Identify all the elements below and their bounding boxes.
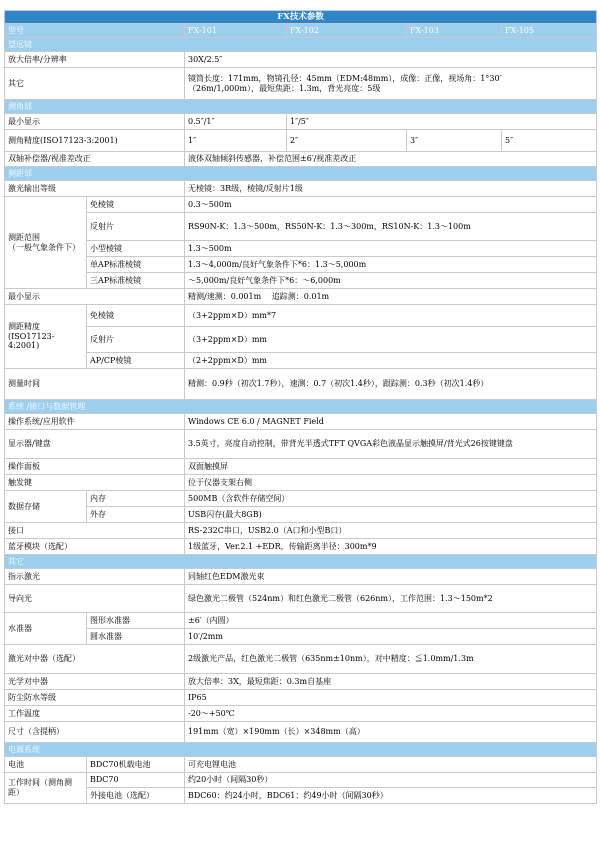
model-header-label: 型号	[5, 24, 185, 38]
spec-label: 其它	[5, 68, 185, 100]
spec-label: 测量时间	[5, 369, 185, 400]
section-other: 其它	[5, 555, 597, 569]
spec-value: 1.3～500m	[185, 241, 597, 257]
table-row	[5, 197, 597, 213]
spec-value-line: （26m/1,000m），最短焦距：1.3m，背光亮度：5级	[188, 83, 381, 93]
spec-value-line: 镜筒长度：171mm，物镜孔径：45mm（EDM:48mm），成像：正像，视场角：1°30′	[188, 73, 502, 83]
spec-sublabel: 免棱镜	[87, 197, 185, 213]
spec-sublabel: 三AP标准棱镜	[87, 273, 185, 289]
table-row	[5, 305, 597, 327]
spec-label: 防尘防水等级	[5, 690, 185, 706]
table-row	[5, 241, 597, 257]
table-row	[5, 757, 597, 773]
spec-sublabel: 小型棱镜	[87, 241, 185, 257]
spec-table	[4, 10, 597, 804]
spec-sublabel: 反射片	[87, 213, 185, 241]
spec-value: 1级蓝牙，Ver.2.1 +EDR，传输距离半径：300m*9	[185, 539, 597, 555]
spec-label: 光学对中器	[5, 674, 185, 690]
spec-sublabel: BDC70	[87, 773, 185, 788]
spec-label: 数据存储	[5, 491, 87, 523]
table-row	[5, 706, 597, 722]
spec-value: RS-232C串口，USB2.0（A口和小型B口）	[185, 523, 597, 539]
spec-sublabel: 反射片	[87, 327, 185, 353]
spec-value: 精测/速测：0.001m 追踪测：0.01m	[185, 289, 597, 305]
spec-label: 尺寸（含提柄）	[5, 722, 185, 743]
spec-sublabel: 内存	[87, 491, 185, 507]
spec-value: 可充电锂电池	[185, 757, 597, 773]
table-row	[5, 414, 597, 430]
section-system: 系统 /接口与数据管理	[5, 400, 597, 414]
model-fx-101: FX-101	[185, 24, 287, 38]
section-row	[5, 38, 597, 52]
spec-value: 1″	[185, 130, 287, 152]
spec-label-line: 测距精度	[8, 321, 40, 331]
section-row	[5, 743, 597, 757]
table-row	[5, 491, 597, 507]
section-row	[5, 555, 597, 569]
spec-sublabel: 图形水准器	[87, 613, 185, 629]
spec-value: 精测：0.9秒（初次1.7秒），速测：0.7（初次1.4秒），跟踪测：0.3秒（初次1.4秒）	[185, 369, 597, 400]
spec-value: BDC60：约24小时，BDC61：约49小时（间隔30秒）	[185, 788, 597, 804]
spec-label: 双轴补偿器/视准差改正	[5, 152, 185, 167]
table-row	[5, 773, 597, 788]
spec-value: 2″	[287, 130, 407, 152]
table-row	[5, 430, 597, 459]
spec-label-line: 测距范围	[8, 232, 40, 242]
table-row	[5, 273, 597, 289]
spec-sublabel: 外接电池（选配）	[87, 788, 185, 804]
spec-value: 2级激光产品，红色激光二极管（635nm±10nm），对中精度：≦1.0mm/1.3m	[185, 645, 597, 674]
spec-label: 激光输出等级	[5, 181, 185, 197]
model-fx-103: FX-103	[407, 24, 502, 38]
spec-label: 测角精度(ISO17123-3:2001)	[5, 130, 185, 152]
spec-label: 电池	[5, 757, 87, 773]
table-row	[5, 629, 597, 645]
spec-label: 操作系统/应用软件	[5, 414, 185, 430]
table-row	[5, 613, 597, 629]
spec-label: 触发键	[5, 475, 185, 491]
table-row	[5, 152, 597, 167]
spec-sublabel: 免棱镜	[87, 305, 185, 327]
spec-sublabel: 外存	[87, 507, 185, 523]
spec-value: 同轴红色EDM激光束	[185, 569, 597, 585]
spec-value: 液体双轴倾斜传感器，补偿范围±6′/视准差改正	[185, 152, 597, 167]
model-fx-102: FX-102	[287, 24, 407, 38]
spec-value: 191mm（宽）×190mm（长）×348mm（高）	[185, 722, 597, 743]
spec-value: ～5,000m/良好气象条件下*6：～6,000m	[185, 273, 597, 289]
spec-label	[5, 305, 87, 369]
table-row	[5, 68, 597, 100]
table-row	[5, 459, 597, 475]
spec-value: 放大倍率：3X，最短焦距：0.3m自基座	[185, 674, 597, 690]
section-angle: 测角部	[5, 100, 597, 114]
spec-value: （3+2ppm×D）mm	[185, 327, 597, 353]
spec-value: 10′/2mm	[185, 629, 597, 645]
spec-sublabel: BDC70机载电池	[87, 757, 185, 773]
section-row	[5, 167, 597, 181]
table-row	[5, 257, 597, 273]
table-row	[5, 722, 597, 743]
spec-label: 接口	[5, 523, 185, 539]
table-row	[5, 569, 597, 585]
spec-label: 导向光	[5, 585, 185, 613]
section-power: 电源系统	[5, 743, 597, 757]
spec-value: （3+2ppm×D）mm*7	[185, 305, 597, 327]
table-row	[5, 523, 597, 539]
spec-value: 3″	[407, 130, 502, 152]
table-row	[5, 507, 597, 523]
spec-label: 蓝牙模块（选配）	[5, 539, 185, 555]
table-title: FX技术参数	[5, 11, 597, 24]
spec-value: USB闪存(最大8GB)	[185, 507, 597, 523]
table-row	[5, 327, 597, 353]
table-row	[5, 181, 597, 197]
spec-label: 最小显示	[5, 114, 185, 130]
spec-label: 显示器/键盘	[5, 430, 185, 459]
table-row	[5, 289, 597, 305]
spec-label-note: （一般气象条件下）	[8, 242, 80, 252]
spec-label: 工作温度	[5, 706, 185, 722]
model-fx-105: FX-105	[502, 24, 597, 38]
spec-value: IP65	[185, 690, 597, 706]
spec-value: 500MB（含软件存储空间）	[185, 491, 597, 507]
spec-label-note: (ISO17123-4:2001)	[8, 331, 55, 351]
spec-value: 约20小时（间隔30秒）	[185, 773, 597, 788]
section-distance: 测距部	[5, 167, 597, 181]
spec-label: 指示激光	[5, 569, 185, 585]
spec-value	[185, 68, 597, 100]
spec-sublabel: 圆水准器	[87, 629, 185, 645]
table-row	[5, 674, 597, 690]
table-row	[5, 788, 597, 804]
model-row	[5, 24, 597, 38]
spec-sublabel: 单AP标准棱镜	[87, 257, 185, 273]
section-row	[5, 100, 597, 114]
spec-label	[5, 197, 87, 289]
spec-value: （2+2ppm×D）mm	[185, 353, 597, 369]
table-row	[5, 539, 597, 555]
spec-value: 30X/2.5″	[185, 52, 597, 68]
title-row	[5, 11, 597, 24]
spec-value: 5″	[502, 130, 597, 152]
spec-value: Windows CE 6.0 / MAGNET Field	[185, 414, 597, 430]
table-row	[5, 369, 597, 400]
table-row	[5, 475, 597, 491]
section-row	[5, 400, 597, 414]
table-row	[5, 645, 597, 674]
spec-sublabel: AP/CP棱镜	[87, 353, 185, 369]
spec-label: 放大倍率/分辨率	[5, 52, 185, 68]
spec-value: 绿色激光二极管（524nm）和红色激光二极管（626nm），工作范围：1.3～150m*2	[185, 585, 597, 613]
section-telescope: 望远镜	[5, 38, 597, 52]
spec-value: 位于仪器支架右侧	[185, 475, 597, 491]
spec-value: 1.3～4,000m/良好气象条件下*6：1.3～5,000m	[185, 257, 597, 273]
spec-value: 3.5英寸，亮度自动控制，带背光半透式TFT QVGA彩色液晶显示触摸屏/背光式26按键键盘	[185, 430, 597, 459]
table-row	[5, 353, 597, 369]
spec-label: 工作时间（测角测距）	[5, 773, 87, 804]
table-row	[5, 52, 597, 68]
table-row	[5, 213, 597, 241]
spec-value: 双面触摸屏	[185, 459, 597, 475]
spec-value: 0.3～500m	[185, 197, 597, 213]
table-row	[5, 130, 597, 152]
spec-label: 激光对中器（选配）	[5, 645, 185, 674]
spec-value: RS90N-K：1.3～500m，RS50N-K：1.3～300m，RS10N-K：1.3～100m	[185, 213, 597, 241]
table-row	[5, 114, 597, 130]
spec-value: 0.5″/1″	[185, 114, 287, 130]
spec-value: ±6′（内圆）	[185, 613, 597, 629]
spec-value: -20～+50℃	[185, 706, 597, 722]
spec-value: 1″/5″	[287, 114, 597, 130]
table-row	[5, 585, 597, 613]
spec-label: 水准器	[5, 613, 87, 645]
table-row	[5, 690, 597, 706]
spec-label: 操作面板	[5, 459, 185, 475]
spec-label: 最小显示	[5, 289, 185, 305]
spec-value: 无棱镜：3R级，棱镜/反射片1级	[185, 181, 597, 197]
